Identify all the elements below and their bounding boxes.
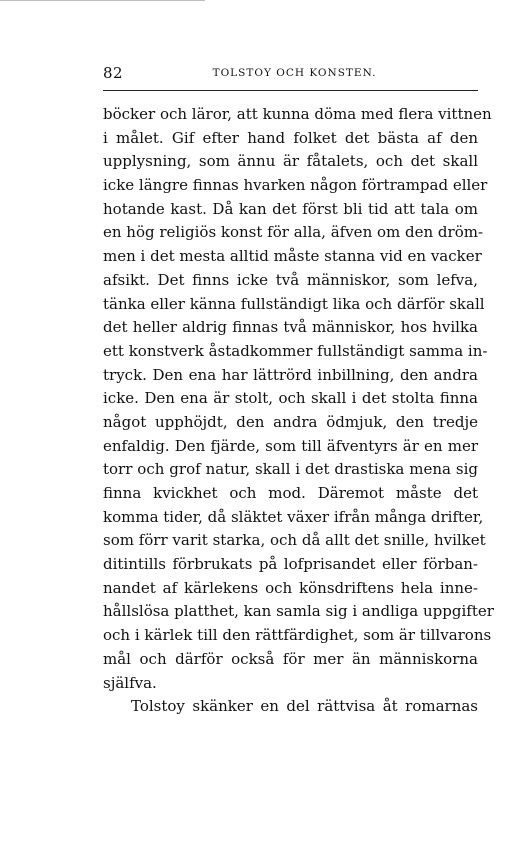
text-line: upplysning, som ännu är fåtalets, och det skall: [103, 152, 478, 171]
text-line: böcker och läror, att kunna döma med flera vittnen: [103, 105, 492, 123]
paragraph-start-line: Tolstoy skänker en del rättvisa åt romarnas: [131, 697, 478, 716]
paragraph-end-line: själfva.: [103, 673, 157, 692]
body-text: [103, 103, 494, 719]
text-line: ett konstverk åstadkommer fullständigt samma in-: [103, 341, 488, 360]
text-line: icke. Den ena är stolt, och skall i det stolta finna: [103, 389, 478, 408]
text-line: torr och grof natur, skall i det drastiska mena sig: [103, 460, 478, 479]
text-line: tryck. Den ena har lättrörd inbillning, den andra: [103, 365, 478, 384]
text-line: hållslösa platthet, kan samla sig i andliga uppgifter: [103, 602, 494, 621]
text-line: hotande kast. Då kan det först bli tid att tala om: [103, 199, 478, 218]
text-line: icke längre finnas hvarken någon förtrampad eller: [103, 176, 488, 195]
text-line: afsikt. Det finns icke två människor, som lefva,: [103, 270, 478, 289]
text-line: och i kärlek till den rättfärdighet, som är tillvarons: [103, 626, 492, 645]
text-line: ditintills förbrukats på lofprisandet eller förban-: [103, 555, 478, 574]
text-line: i målet. Gif efter hand folket det bästa af den: [103, 128, 478, 147]
text-line: tänka eller känna fullständigt lika och därför skall: [103, 294, 485, 313]
text-line: mål och därför också för mer än människorna: [103, 649, 478, 668]
text-line: en hög religiös konst för alla, äfven om den dröm-: [103, 223, 484, 242]
page-number: 82: [103, 64, 124, 82]
running-head: TOLSTOY OCH KONSTEN.: [212, 67, 377, 79]
text-line: men i det mesta alltid måste stanna vid en vacker: [103, 247, 482, 266]
top-edge-rule: [0, 0, 205, 1]
text-line: som förr varit starka, och då allt det snille, hvilket: [103, 531, 486, 550]
text-line: nandet af kärlekens och könsdriftens hela inne-: [103, 578, 478, 597]
text-line: något upphöjdt, den andra ödmjuk, den tredje: [103, 412, 478, 431]
text-line: enfaldig. Den fjärde, som till äfventyrs är en mer: [103, 436, 478, 455]
text-line: komma tider, då släktet växer ifrån många drifter,: [103, 507, 484, 526]
text-line: det heller aldrig finnas två människor, hos hvilka: [103, 318, 478, 337]
text-line: finna kvickhet och mod. Däremot måste det: [103, 484, 478, 502]
page-header: [103, 60, 478, 91]
